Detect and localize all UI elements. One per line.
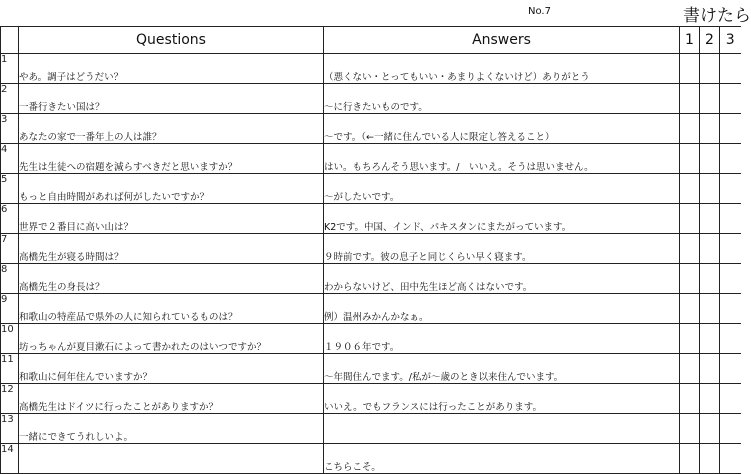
- check-cell-2[interactable]: [700, 384, 720, 414]
- question-cell[interactable]: やあ。調子はどうだい？: [19, 54, 324, 84]
- row-number: 1: [1, 54, 19, 84]
- table-row: [1, 54, 741, 84]
- document-number: No.7: [528, 6, 551, 17]
- question-cell[interactable]: 高橋先生が寝る時間は？: [19, 234, 324, 264]
- table-row: [1, 444, 741, 474]
- qa-table: [0, 26, 741, 474]
- question-cell[interactable]: 高橋先生の身長は？: [19, 264, 324, 294]
- table-row: [1, 84, 741, 114]
- check-cell-1[interactable]: [680, 354, 700, 384]
- question-cell[interactable]: 坊っちゃんが夏目漱石によって書かれたのはいつですか？: [19, 324, 324, 354]
- check-cell-3[interactable]: [720, 114, 741, 144]
- answer-cell[interactable]: こちらこそ。: [324, 444, 680, 474]
- row-number: 11: [1, 354, 19, 384]
- check-cell-1[interactable]: [680, 384, 700, 414]
- check-cell-2[interactable]: [700, 324, 720, 354]
- check-cell-3[interactable]: [720, 414, 741, 444]
- row-number: 2: [1, 84, 19, 114]
- answer-cell[interactable]: （悪くない・とってもいい・あまりよくないけど）ありがとう: [324, 54, 680, 84]
- answer-cell[interactable]: わからないけど、田中先生ほど高くはないです。: [324, 264, 680, 294]
- corner-cell: [1, 27, 19, 54]
- row-number: 14: [1, 444, 19, 474]
- check-cell-2[interactable]: [700, 84, 720, 114]
- row-number: 6: [1, 204, 19, 234]
- check-cell-3[interactable]: [720, 384, 741, 414]
- row-number: 13: [1, 414, 19, 444]
- check-cell-2[interactable]: [700, 114, 720, 144]
- check-cell-1[interactable]: [680, 114, 700, 144]
- question-cell[interactable]: 世界で２番目に高い山は？: [19, 204, 324, 234]
- question-cell[interactable]: 和歌山に何年住んでいますか？: [19, 354, 324, 384]
- check-cell-3[interactable]: [720, 174, 741, 204]
- table-row: [1, 204, 741, 234]
- row-number: 3: [1, 114, 19, 144]
- table-row: [1, 144, 741, 174]
- check-cell-3[interactable]: [720, 354, 741, 384]
- answer-cell[interactable]: 例）温州みかんかなぁ。: [324, 294, 680, 324]
- question-cell[interactable]: 一番行きたい国は？: [19, 84, 324, 114]
- table-row: [1, 264, 741, 294]
- table-row: [1, 174, 741, 204]
- answer-cell[interactable]: K2です。中国、インド、パキスタンにまたがっています。: [324, 204, 680, 234]
- question-cell[interactable]: もっと自由時間があれば何がしたいですか？: [19, 174, 324, 204]
- answer-cell[interactable]: [324, 414, 680, 444]
- question-cell[interactable]: 先生は生徒への宿題を減らすべきだと思いますか？: [19, 144, 324, 174]
- check-cell-3[interactable]: [720, 84, 741, 114]
- answer-cell[interactable]: １９０６年です。: [324, 324, 680, 354]
- header-row: [1, 27, 741, 54]
- row-number: 12: [1, 384, 19, 414]
- answer-cell[interactable]: ９時前です。彼の息子と同じくらい早く寝ます。: [324, 234, 680, 264]
- check-cell-3[interactable]: [720, 234, 741, 264]
- check-cell-3[interactable]: [720, 264, 741, 294]
- check-cell-2[interactable]: [700, 294, 720, 324]
- answer-cell[interactable]: はい。もちろんそう思います。/ いいえ。そうは思いません。: [324, 144, 680, 174]
- check-cell-2[interactable]: [700, 204, 720, 234]
- row-number: 9: [1, 294, 19, 324]
- check-cell-2[interactable]: [700, 354, 720, 384]
- check-cell-1[interactable]: [680, 234, 700, 264]
- table-row: [1, 384, 741, 414]
- table-row: [1, 294, 741, 324]
- check-cell-1[interactable]: [680, 204, 700, 234]
- row-number: 7: [1, 234, 19, 264]
- row-number: 10: [1, 324, 19, 354]
- check-cell-3[interactable]: [720, 444, 741, 474]
- check-cell-1[interactable]: [680, 414, 700, 444]
- check-cell-1[interactable]: [680, 84, 700, 114]
- table-row: [1, 114, 741, 144]
- check-cell-2[interactable]: [700, 174, 720, 204]
- question-cell[interactable]: 和歌山の特産品で県外の人に知られているものは？: [19, 294, 324, 324]
- check-cell-1[interactable]: [680, 264, 700, 294]
- check-header-3: 3: [720, 27, 741, 54]
- answer-cell[interactable]: ～年間住んでます。/私が～歳のとき以来住んでいます。: [324, 354, 680, 384]
- check-cell-1[interactable]: [680, 144, 700, 174]
- check-cell-3[interactable]: [720, 324, 741, 354]
- check-cell-2[interactable]: [700, 54, 720, 84]
- answer-cell[interactable]: ～です。（←一緒に住んでいる人に限定し答えること）: [324, 114, 680, 144]
- answer-cell[interactable]: ～がしたいです。: [324, 174, 680, 204]
- check-cell-2[interactable]: [700, 414, 720, 444]
- row-number: 5: [1, 174, 19, 204]
- question-cell[interactable]: [19, 444, 324, 474]
- check-cell-2[interactable]: [700, 234, 720, 264]
- check-cell-2[interactable]: [700, 144, 720, 174]
- questions-header: Questions: [19, 27, 324, 54]
- question-cell[interactable]: 高橋先生はドイツに行ったことがありますか？: [19, 384, 324, 414]
- check-cell-3[interactable]: [720, 204, 741, 234]
- check-cell-1[interactable]: [680, 324, 700, 354]
- check-cell-2[interactable]: [700, 444, 720, 474]
- check-cell-1[interactable]: [680, 444, 700, 474]
- sheet-header: [0, 0, 751, 26]
- check-cell-1[interactable]: [680, 54, 700, 84]
- table-row: [1, 414, 741, 444]
- check-cell-3[interactable]: [720, 54, 741, 84]
- check-header-1: 1: [680, 27, 700, 54]
- check-cell-3[interactable]: [720, 144, 741, 174]
- answer-cell[interactable]: いいえ。でもフランスには行ったことがあります。: [324, 384, 680, 414]
- check-header-2: 2: [700, 27, 720, 54]
- question-cell[interactable]: 一緒にできてうれしいよ。: [19, 414, 324, 444]
- row-number: 4: [1, 144, 19, 174]
- question-cell[interactable]: あなたの家で一番年上の人は誰？: [19, 114, 324, 144]
- check-cell-3[interactable]: [720, 294, 741, 324]
- sheet-title-fragment: 書けたら: [683, 6, 751, 26]
- table-row: [1, 234, 741, 264]
- table-row: [1, 324, 741, 354]
- check-cell-1[interactable]: [680, 294, 700, 324]
- check-cell-2[interactable]: [700, 264, 720, 294]
- answers-header: Answers: [324, 27, 680, 54]
- check-cell-1[interactable]: [680, 174, 700, 204]
- answer-cell[interactable]: ～に行きたいものです。: [324, 84, 680, 114]
- table-row: [1, 354, 741, 384]
- row-number: 8: [1, 264, 19, 294]
